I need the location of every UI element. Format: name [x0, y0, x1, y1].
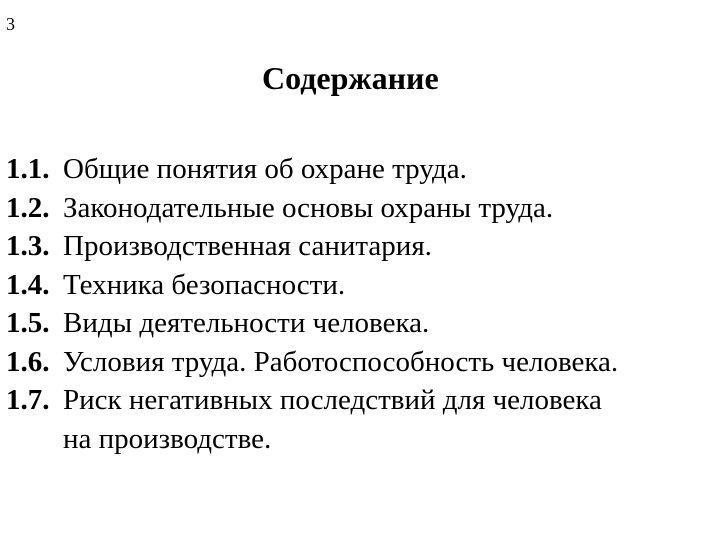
toc-item-text: Условия труда. Работоспособность человека.	[63, 345, 619, 378]
toc-item-number: 1.7.	[6, 384, 50, 416]
toc-item-number: 1.4.	[6, 268, 50, 301]
page-title: Содержание	[262, 60, 439, 96]
toc-item-1-7	[6, 381, 618, 458]
toc-item-1-1	[6, 150, 618, 189]
page-number: 3	[6, 14, 15, 34]
toc-item-number: 1.1.	[6, 153, 50, 185]
toc-item-number: 1.3.	[6, 230, 50, 262]
toc-item-1-2	[6, 189, 618, 228]
toc-item-text: Общие понятия об охране труда.	[63, 153, 467, 185]
toc-item-text: Законодательные основы охраны труда.	[63, 191, 554, 224]
toc-item-text: Производственная санитария.	[63, 230, 432, 262]
toc-item-1-3	[6, 227, 618, 266]
toc-item-1-6	[6, 343, 618, 382]
toc-item-number: 1.5.	[6, 307, 50, 339]
toc-item-1-5	[6, 304, 618, 343]
toc-item-text: Техника безопасности.	[63, 268, 346, 301]
toc-item-text: Виды деятельности человека.	[63, 307, 430, 339]
toc-item-number: 1.6.	[6, 345, 50, 378]
toc-item-1-4	[6, 266, 618, 305]
toc-item-number: 1.2.	[6, 191, 50, 224]
toc-item-text: Риск негативных последствий для человека на производстве.	[63, 384, 602, 455]
table-of-contents	[6, 150, 618, 458]
